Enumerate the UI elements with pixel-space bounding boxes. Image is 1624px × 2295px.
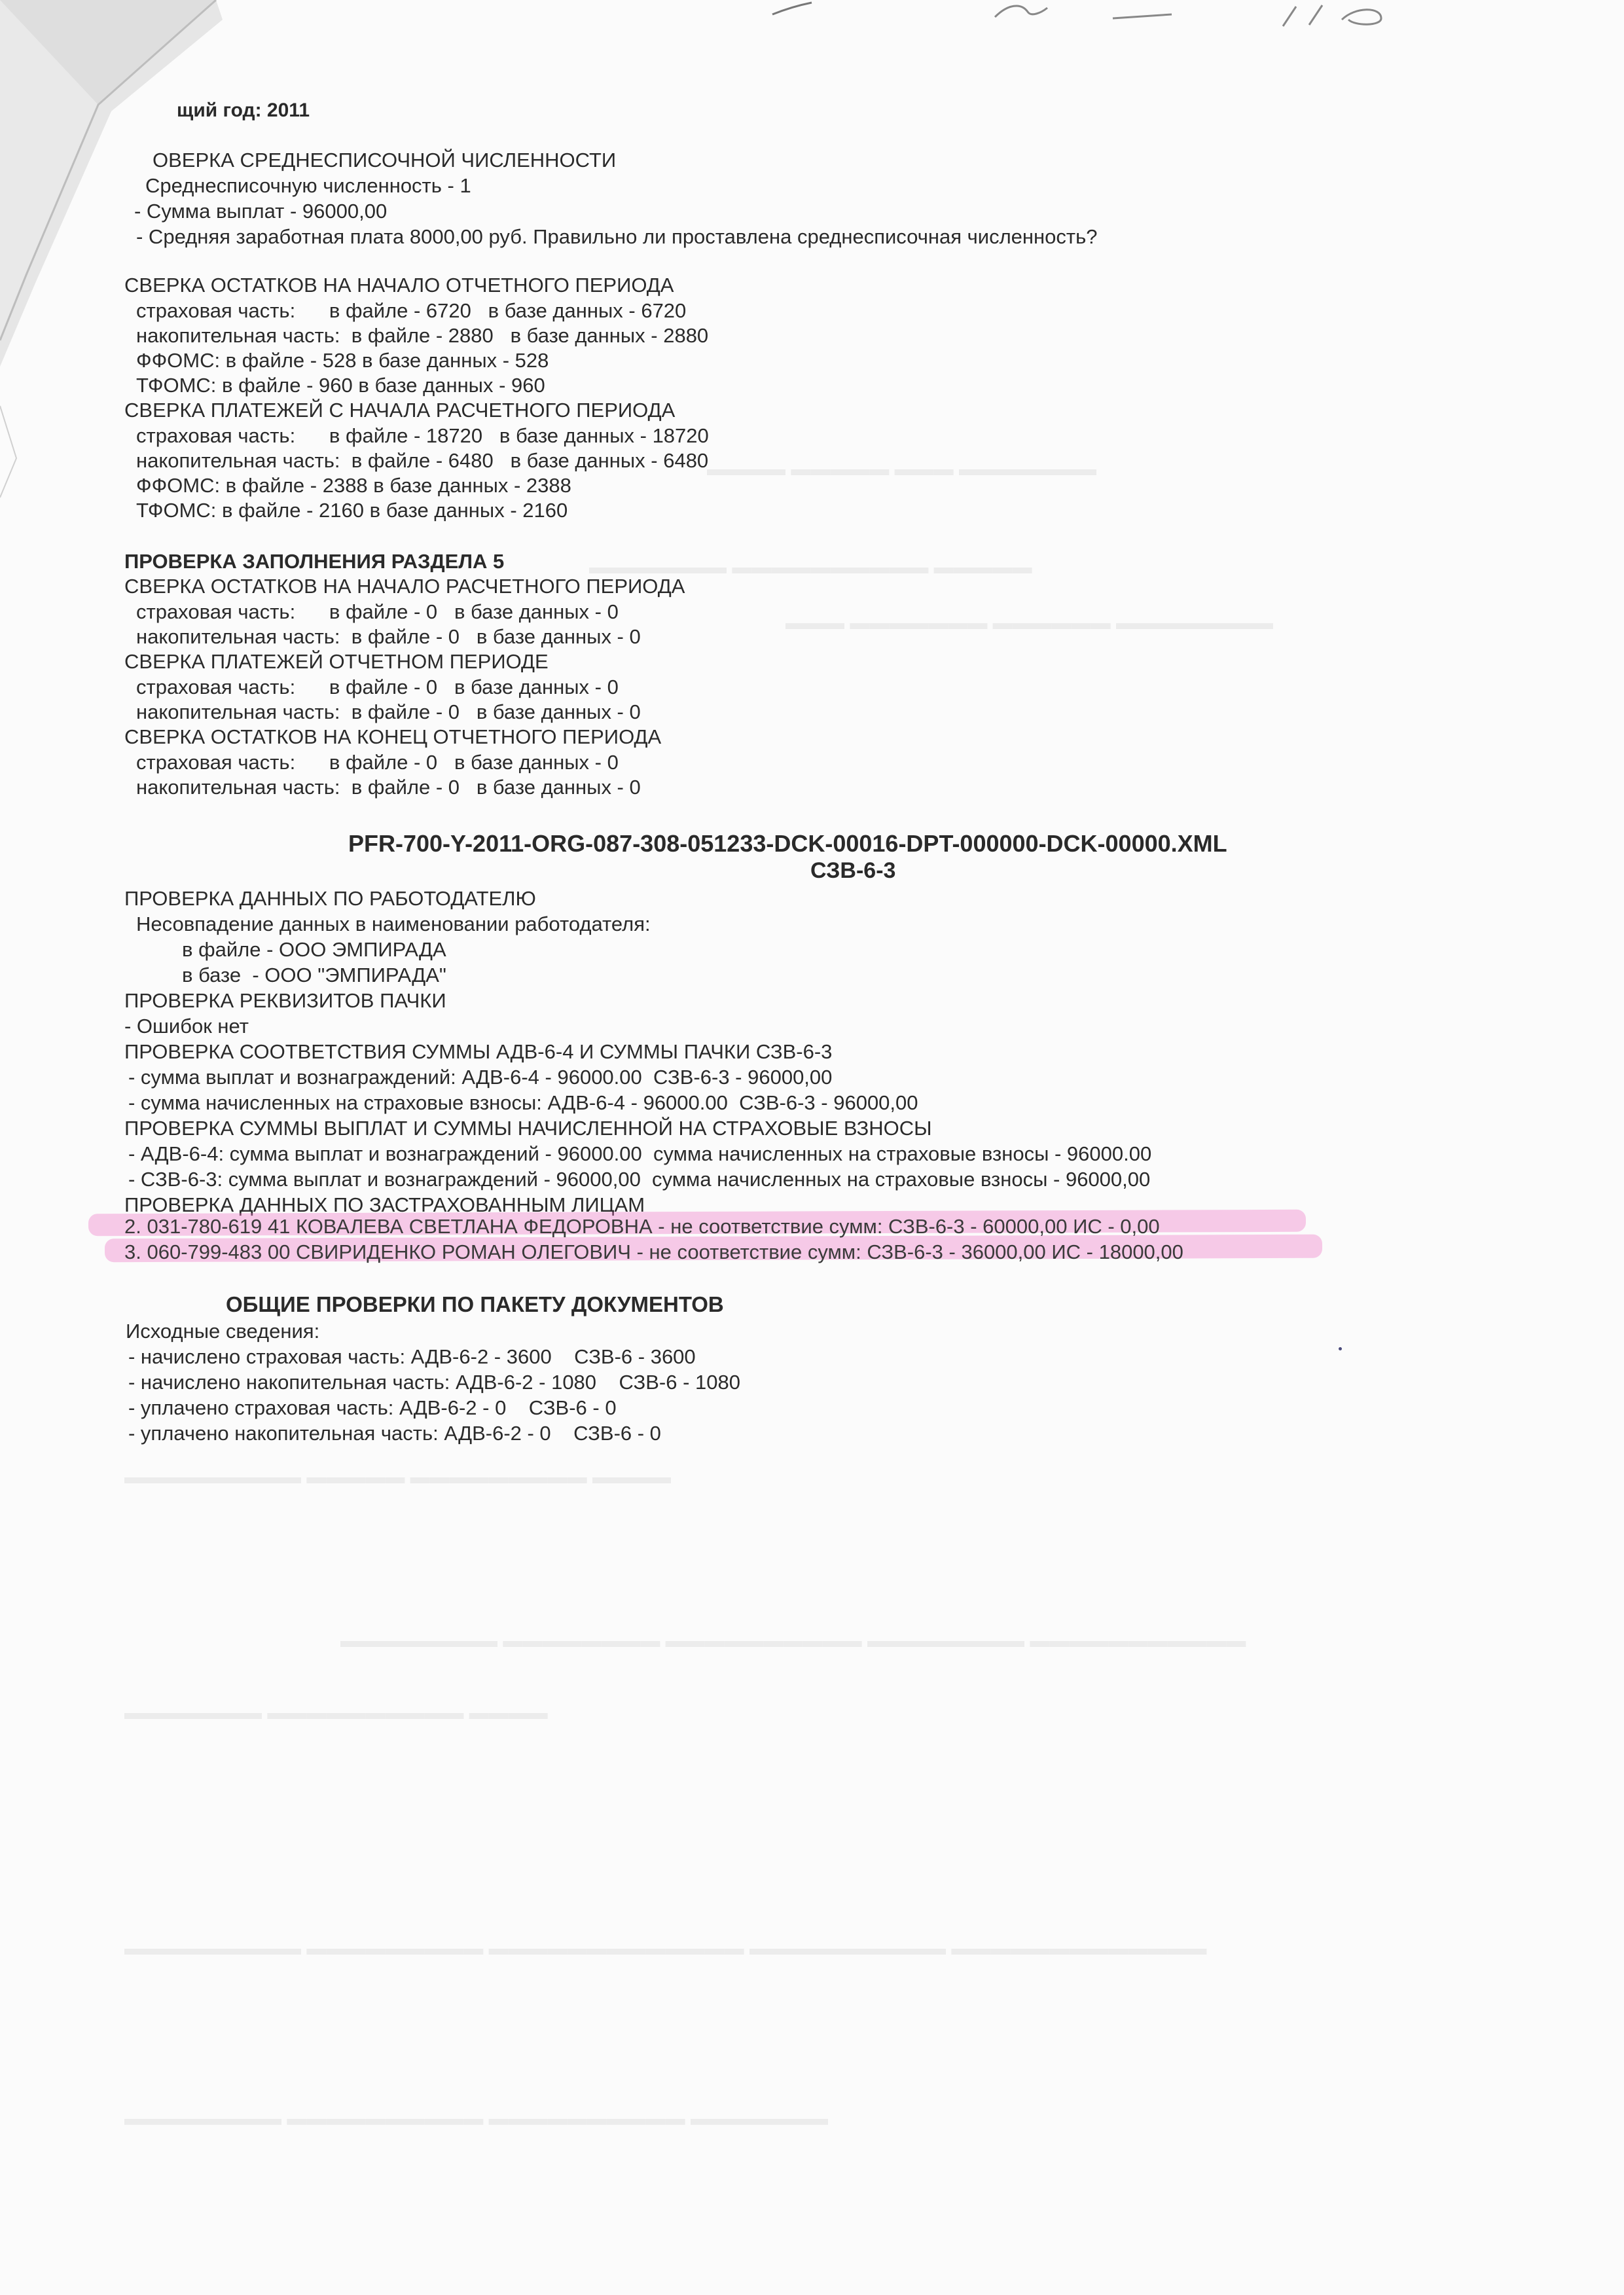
text-line: накопительная часть: в файле - 0 в базе данных - 0 [136, 776, 641, 799]
pen-scribble [0, 0, 1624, 39]
section-title: СВЕРКА ПЛАТЕЖЕЙ С НАЧАЛА РАСЧЕТНОГО ПЕРИОДА [124, 399, 676, 422]
show-through-text: ▬▬▬▬▬▬▬▬▬ ▬▬▬▬▬▬▬▬▬ ▬▬▬▬▬▬▬▬▬▬▬▬▬ ▬▬▬▬▬▬▬▬▬▬ ▬▬▬▬▬▬▬▬▬▬▬▬▬ [124, 1938, 1207, 1959]
text-line: страховая часть: в файле - 6720 в базе данных - 6720 [136, 299, 687, 322]
show-through-text: ▬▬▬▬▬▬▬▬ ▬▬▬▬▬▬▬▬ ▬▬▬▬▬▬▬▬▬▬ ▬▬▬▬▬▬▬▬ ▬▬▬▬▬▬▬▬▬▬▬ [340, 1630, 1246, 1652]
ink-dot [1339, 1347, 1342, 1350]
show-through-text: ▬▬▬▬▬▬▬ ▬▬▬▬▬▬▬▬▬▬ ▬▬▬▬ [124, 1702, 548, 1724]
insured-person-row: 2. 031-780-619 41 КОВАЛЕВА СВЕТЛАНА ФЕДОРОВНА - не соответствие сумм: СЗВ-6-3 - 60000,00 ИС - 0,00 [124, 1215, 1160, 1238]
text-line: страховая часть: в файле - 0 в базе данных - 0 [136, 751, 619, 774]
section-title: ПРОВЕРКА ЗАПОЛНЕНИЯ РАЗДЕЛА 5 [124, 550, 505, 573]
show-through-text: ▬▬▬▬ ▬▬▬▬▬ ▬▬▬ ▬▬▬▬▬▬▬ [707, 458, 1097, 480]
section-title: ОБЩИЕ ПРОВЕРКИ ПО ПАКЕТУ ДОКУМЕНТОВ [226, 1292, 724, 1316]
show-through-text: ▬▬▬▬▬▬▬ ▬▬▬▬▬▬▬▬▬▬ ▬▬▬▬▬ [589, 556, 1032, 578]
text-line: ТФОМС: в файле - 2160 в базе данных - 2160 [136, 499, 568, 522]
text-line: - начислено накопительная часть: АДВ-6-2 - 1080 СЗВ-6 - 1080 [128, 1371, 741, 1394]
xml-filename: PFR-700-Y-2011-ORG-087-308-051233-DCK-00016-DPT-000000-DCK-00000.XML [348, 830, 1227, 857]
form-code: СЗВ-6-3 [810, 858, 896, 883]
text-line: ФФОМС: в файле - 528 в базе данных - 528 [136, 349, 549, 372]
show-through-text: ▬▬▬▬▬▬▬▬▬ ▬▬▬▬▬ ▬▬▬▬▬▬▬▬▬ ▬▬▬▬ [124, 1466, 672, 1488]
text-line: - уплачено накопительная часть: АДВ-6-2 - 0 СЗВ-6 - 0 [128, 1422, 661, 1445]
text-line: - уплачено страховая часть: АДВ-6-2 - 0 СЗВ-6 - 0 [128, 1396, 617, 1419]
text-line: страховая часть: в файле - 0 в базе данных - 0 [136, 676, 619, 698]
text-line: Исходные сведения: [126, 1320, 320, 1343]
subsection-title: СВЕРКА ПЛАТЕЖЕЙ ОТЧЕТНОМ ПЕРИОДЕ [124, 650, 549, 673]
reporting-year: щий год: 2011 [177, 99, 310, 121]
section-title: ПРОВЕРКА СУММЫ ВЫПЛАТ И СУММЫ НАЧИСЛЕННОЙ НА СТРАХОВЫЕ ВЗНОСЫ [124, 1117, 932, 1140]
section-title: ПРОВЕРКА ДАННЫХ ПО РАБОТОДАТЕЛЮ [124, 887, 536, 910]
text-line: в базе - ООО "ЭМПИРАДА" [182, 964, 446, 986]
text-line: - сумма выплат и вознаграждений: АДВ-6-4 - 96000.00 СЗВ-6-3 - 96000,00 [128, 1066, 833, 1089]
show-through-text: ▬▬▬ ▬▬▬▬▬▬▬ ▬▬▬▬▬▬ ▬▬▬▬▬▬▬▬ [785, 612, 1274, 634]
text-line: накопительная часть: в файле - 0 в базе данных - 0 [136, 700, 641, 723]
insured-person-row: 3. 060-799-483 00 СВИРИДЕНКО РОМАН ОЛЕГОВИЧ - не соответствие сумм: СЗВ-6-3 - 36000,00 ИС - 18000,00 [124, 1240, 1183, 1263]
text-line: Среднесписочную численность - 1 [145, 174, 471, 197]
text-line: ФФОМС: в файле - 2388 в базе данных - 2388 [136, 474, 571, 497]
text-line: накопительная часть: в файле - 6480 в базе данных - 6480 [136, 449, 709, 472]
text-line: страховая часть: в файле - 0 в базе данных - 0 [136, 600, 619, 623]
section-title: СВЕРКА ОСТАТКОВ НА НАЧАЛО ОТЧЕТНОГО ПЕРИОДА [124, 274, 674, 297]
text-line: - Средняя заработная плата 8000,00 руб. Правильно ли проставлена среднесписочная численность? [136, 225, 1098, 248]
section-title: ПРОВЕРКА ДАННЫХ ПО ЗАСТРАХОВАННЫМ ЛИЦАМ [124, 1193, 645, 1216]
text-line: накопительная часть: в файле - 2880 в базе данных - 2880 [136, 324, 709, 347]
section-title: ПРОВЕРКА РЕКВИЗИТОВ ПАЧКИ [124, 989, 446, 1012]
text-line: - АДВ-6-4: сумма выплат и вознаграждений - 96000.00 сумма начисленных на страховые взносы - 96000.00 [128, 1142, 1152, 1165]
text-line: - Сумма выплат - 96000,00 [134, 200, 388, 223]
text-line: - сумма начисленных на страховые взносы: АДВ-6-4 - 96000.00 СЗВ-6-3 - 96000,00 [128, 1091, 918, 1114]
subsection-title: СВЕРКА ОСТАТКОВ НА КОНЕЦ ОТЧЕТНОГО ПЕРИОДА [124, 725, 662, 748]
show-through-text: ▬▬▬▬▬▬▬▬ ▬▬▬▬▬▬▬▬▬▬ ▬▬▬▬▬▬▬▬▬▬ ▬▬▬▬▬▬▬ [124, 2108, 829, 2129]
text-line: накопительная часть: в файле - 0 в базе данных - 0 [136, 625, 641, 648]
text-line: страховая часть: в файле - 18720 в базе данных - 18720 [136, 424, 709, 447]
section-title: ПРОВЕРКА СООТВЕТСТВИЯ СУММЫ АДВ-6-4 И СУММЫ ПАЧКИ СЗВ-6-3 [124, 1040, 833, 1063]
text-line: Несовпадение данных в наименовании работодателя: [136, 913, 651, 935]
text-line: - начислено страховая часть: АДВ-6-2 - 3600 СЗВ-6 - 3600 [128, 1345, 696, 1368]
section-title: ОВЕРКА СРЕДНЕСПИСОЧНОЙ ЧИСЛЕННОСТИ [153, 149, 617, 172]
text-line: - СЗВ-6-3: сумма выплат и вознаграждений - 96000,00 сумма начисленных на страховые взносы - 96000,00 [128, 1168, 1151, 1191]
text-line: ТФОМС: в файле - 960 в базе данных - 960 [136, 374, 545, 397]
text-line: в файле - ООО ЭМПИРАДА [182, 938, 446, 961]
text-line: - Ошибок нет [124, 1015, 249, 1038]
subsection-title: СВЕРКА ОСТАТКОВ НА НАЧАЛО РАСЧЕТНОГО ПЕРИОДА [124, 575, 685, 598]
